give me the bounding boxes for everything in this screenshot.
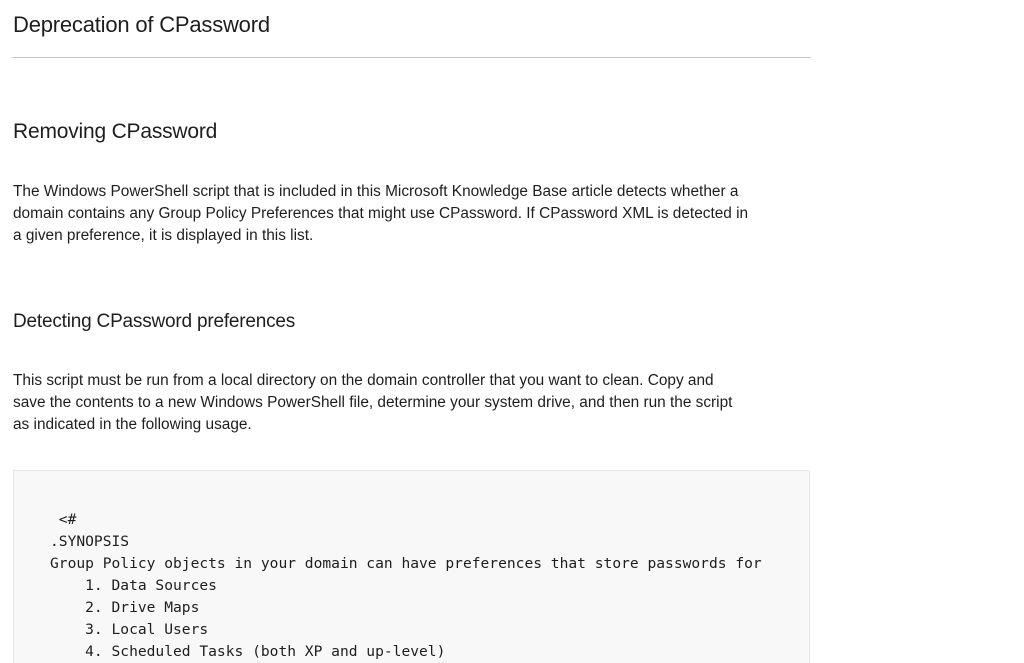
section-heading-detecting: Detecting CPassword preferences: [13, 311, 296, 332]
code-line: Group Policy objects in your domain can have preferences that store passwords for: [50, 555, 762, 572]
paragraph-line: a given preference, it is displayed in this list.: [13, 227, 314, 244]
code-line: <#: [50, 511, 77, 528]
code-line: 2. Drive Maps: [50, 599, 200, 616]
paragraph-line: This script must be run from a local directory on the domain controller that you want to clean. Copy and: [13, 372, 714, 389]
code-line: 4. Scheduled Tasks (both XP and up-level): [50, 643, 446, 660]
code-block[interactable]: [13, 470, 810, 663]
code-line: 3. Local Users: [50, 621, 209, 638]
paragraph-line: save the contents to a new Windows PowerShell file, determine your system drive, and then run the script: [13, 394, 733, 411]
paragraph-line: as indicated in the following usage.: [13, 416, 252, 433]
code-line: .SYNOPSIS: [50, 533, 130, 550]
detecting-paragraph: [13, 370, 808, 436]
paragraph-line: domain contains any Group Policy Preferences that might use CPassword. If CPassword XML is detected in: [13, 205, 749, 222]
paragraph-line: The Windows PowerShell script that is included in this Microsoft Knowledge Base article detects whether a: [13, 183, 739, 200]
code-line: 1. Data Sources: [50, 577, 217, 594]
page-title: Deprecation of CPassword: [13, 12, 270, 37]
section-heading-removing: Removing CPassword: [13, 120, 218, 143]
title-divider: [12, 57, 811, 58]
code-content: [50, 509, 762, 663]
removing-paragraph: [13, 181, 808, 247]
